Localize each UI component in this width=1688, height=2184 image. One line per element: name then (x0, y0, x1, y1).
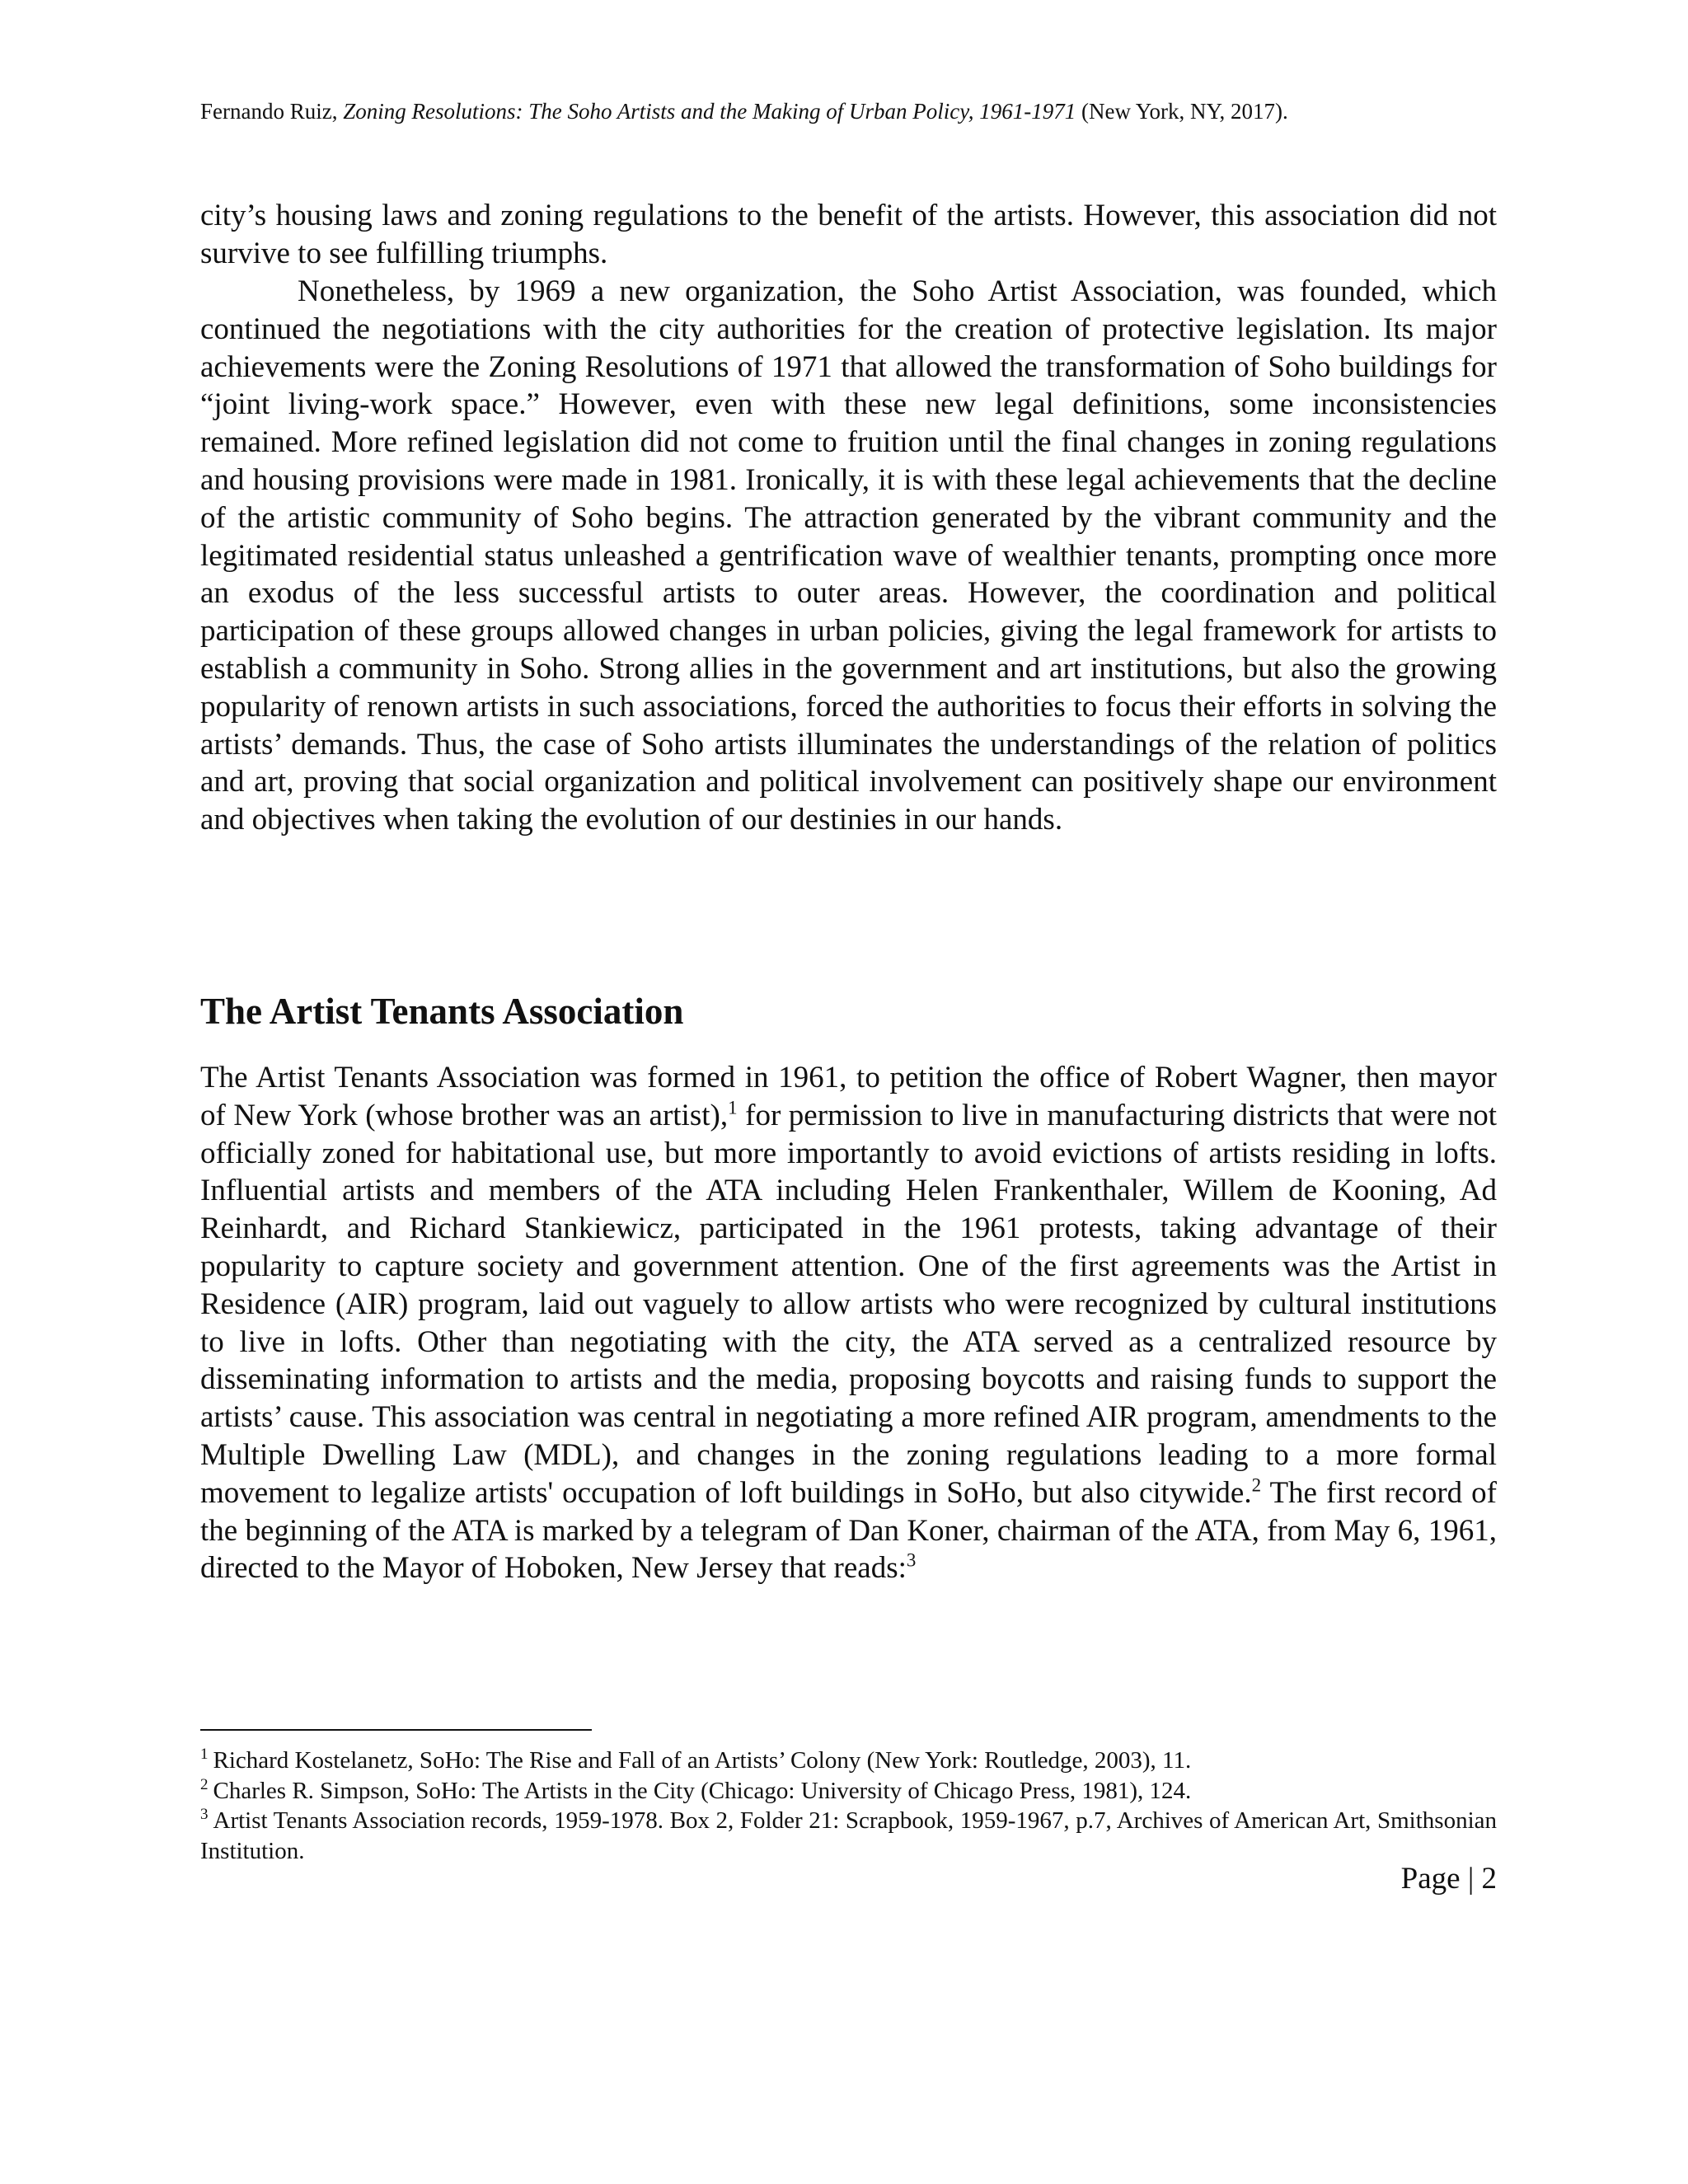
footnote-text: Artist Tenants Association records, 1959-1978. Box 2, Folder 21: Scrapbook, 1959-1967, p.7, Archives of American Art, Smithsonian Institution. (200, 1807, 1497, 1864)
footnotes (200, 1746, 1497, 1866)
footnote-ref-1[interactable]: 1 (728, 1097, 738, 1118)
body-paragraph-2: Nonetheless, by 1969 a new organization, the Soho Artist Association, was founded, which continued the negotiations with the city authorities for the creation of protective legislation. Its major achievements were the Zoning Resolutions of 1971 that allowed the transformation of Soho buildings for “joint living-work space.” However, even with these new legal definitions, some inconsistencies remained. More refined legislation did not come to fruition until the final changes in zoning regulations and housing provisions were made in 1981. Ironically, it is with these legal achievements that the decline of the artistic community of Soho begins. The attraction generated by the vibrant community and the legitimated residential status unleashed a gentrification wave of wealthier tenants, prompting once more an exodus of the less successful artists to outer areas. However, the coordination and political participation of these groups allowed changes in urban policies, giving the legal framework for artists to establish a community in Soho. Strong allies in the government and art institutions, but also the growing popularity of renown artists in such associations, forced the authorities to focus their efforts in solving the artists’ demands. Thus, the case of Soho artists illuminates the understandings of the relation of politics and art, proving that social organization and political involvement can positively shape our environment and objectives when taking the evolution of our destinies in our hands. (200, 274, 1497, 837)
footnote-3 (200, 1806, 1497, 1866)
section-heading: The Artist Tenants Association (200, 991, 684, 1032)
footnote-text: Richard Kostelanetz, SoHo: The Rise and Fall of an Artists’ Colony (New York: Routledge, 2003), 11. (213, 1747, 1192, 1774)
body-paragraph-1: city’s housing laws and zoning regulations to the benefit of the artists. However, this association did not survive to see fulfilling triumphs. (200, 199, 1497, 270)
footnote-text: Charles R. Simpson, SoHo: The Artists in the City (Chicago: University of Chicago Press, 1981), 124. (213, 1777, 1192, 1804)
footnote-2 (200, 1776, 1497, 1807)
section-text-b: for permission to live in manufacturing districts that were not officially zoned for habitational use, but more importantly to avoid evictions of artists residing in lofts. Influential artists and members of the ATA including Helen Frankenthaler, Willem de Kooning, Ad Reinhardt, and Richard Stankiewicz, participated in the 1961 protests, taking advantage of their popularity to capture society and government attention. One of the first agreements was the Artist in Residence (AIR) program, laid out vaguely to allow artists who were recognized by cultural institutions to live in lofts. Other than negotiating with the city, the ATA served as a centralized resource by disseminating information to artists and the media, proposing boycotts and raising funds to support the artists’ cause. This association was central in negotiating a more refined AIR program, amendments to the Multiple Dwelling Law (MDL), and changes in the zoning regulations leading to a more formal movement to legalize artists' occupation of loft buildings in SoHo, but also citywide. (200, 1098, 1498, 1510)
footnote-separator (200, 1729, 592, 1731)
footnote-1 (200, 1746, 1497, 1776)
section-text-a: The Artist Tenants Association was formed in 1961, to petition the office of Robert Wagner, then mayor of New York (whose brother was an artist), (200, 1061, 1497, 1132)
section-text-c: The first record of the beginning of the ATA is marked by a telegram of Dan Koner, chairman of the ATA, from May 6, 1961, directed to the Mayor of Hoboken, New Jersey that reads: (200, 1475, 1497, 1586)
running-header (200, 97, 1536, 125)
page-number: Page | 2 (1400, 1862, 1497, 1896)
footnote-number: 1 (200, 1746, 209, 1764)
header-publication-info: (New York, NY, 2017). (1076, 99, 1288, 124)
footnote-ref-3[interactable]: 3 (906, 1550, 917, 1572)
header-author: Fernando Ruiz, (200, 99, 344, 124)
footnote-number: 2 (200, 1775, 209, 1793)
section-paragraph (200, 1059, 1497, 1587)
header-book-title: Zoning Resolutions: The Soho Artists and the Making of Urban Policy, 1961-1971 (343, 99, 1076, 124)
footnote-ref-2[interactable]: 2 (1251, 1474, 1262, 1496)
footnote-number: 3 (200, 1806, 209, 1824)
